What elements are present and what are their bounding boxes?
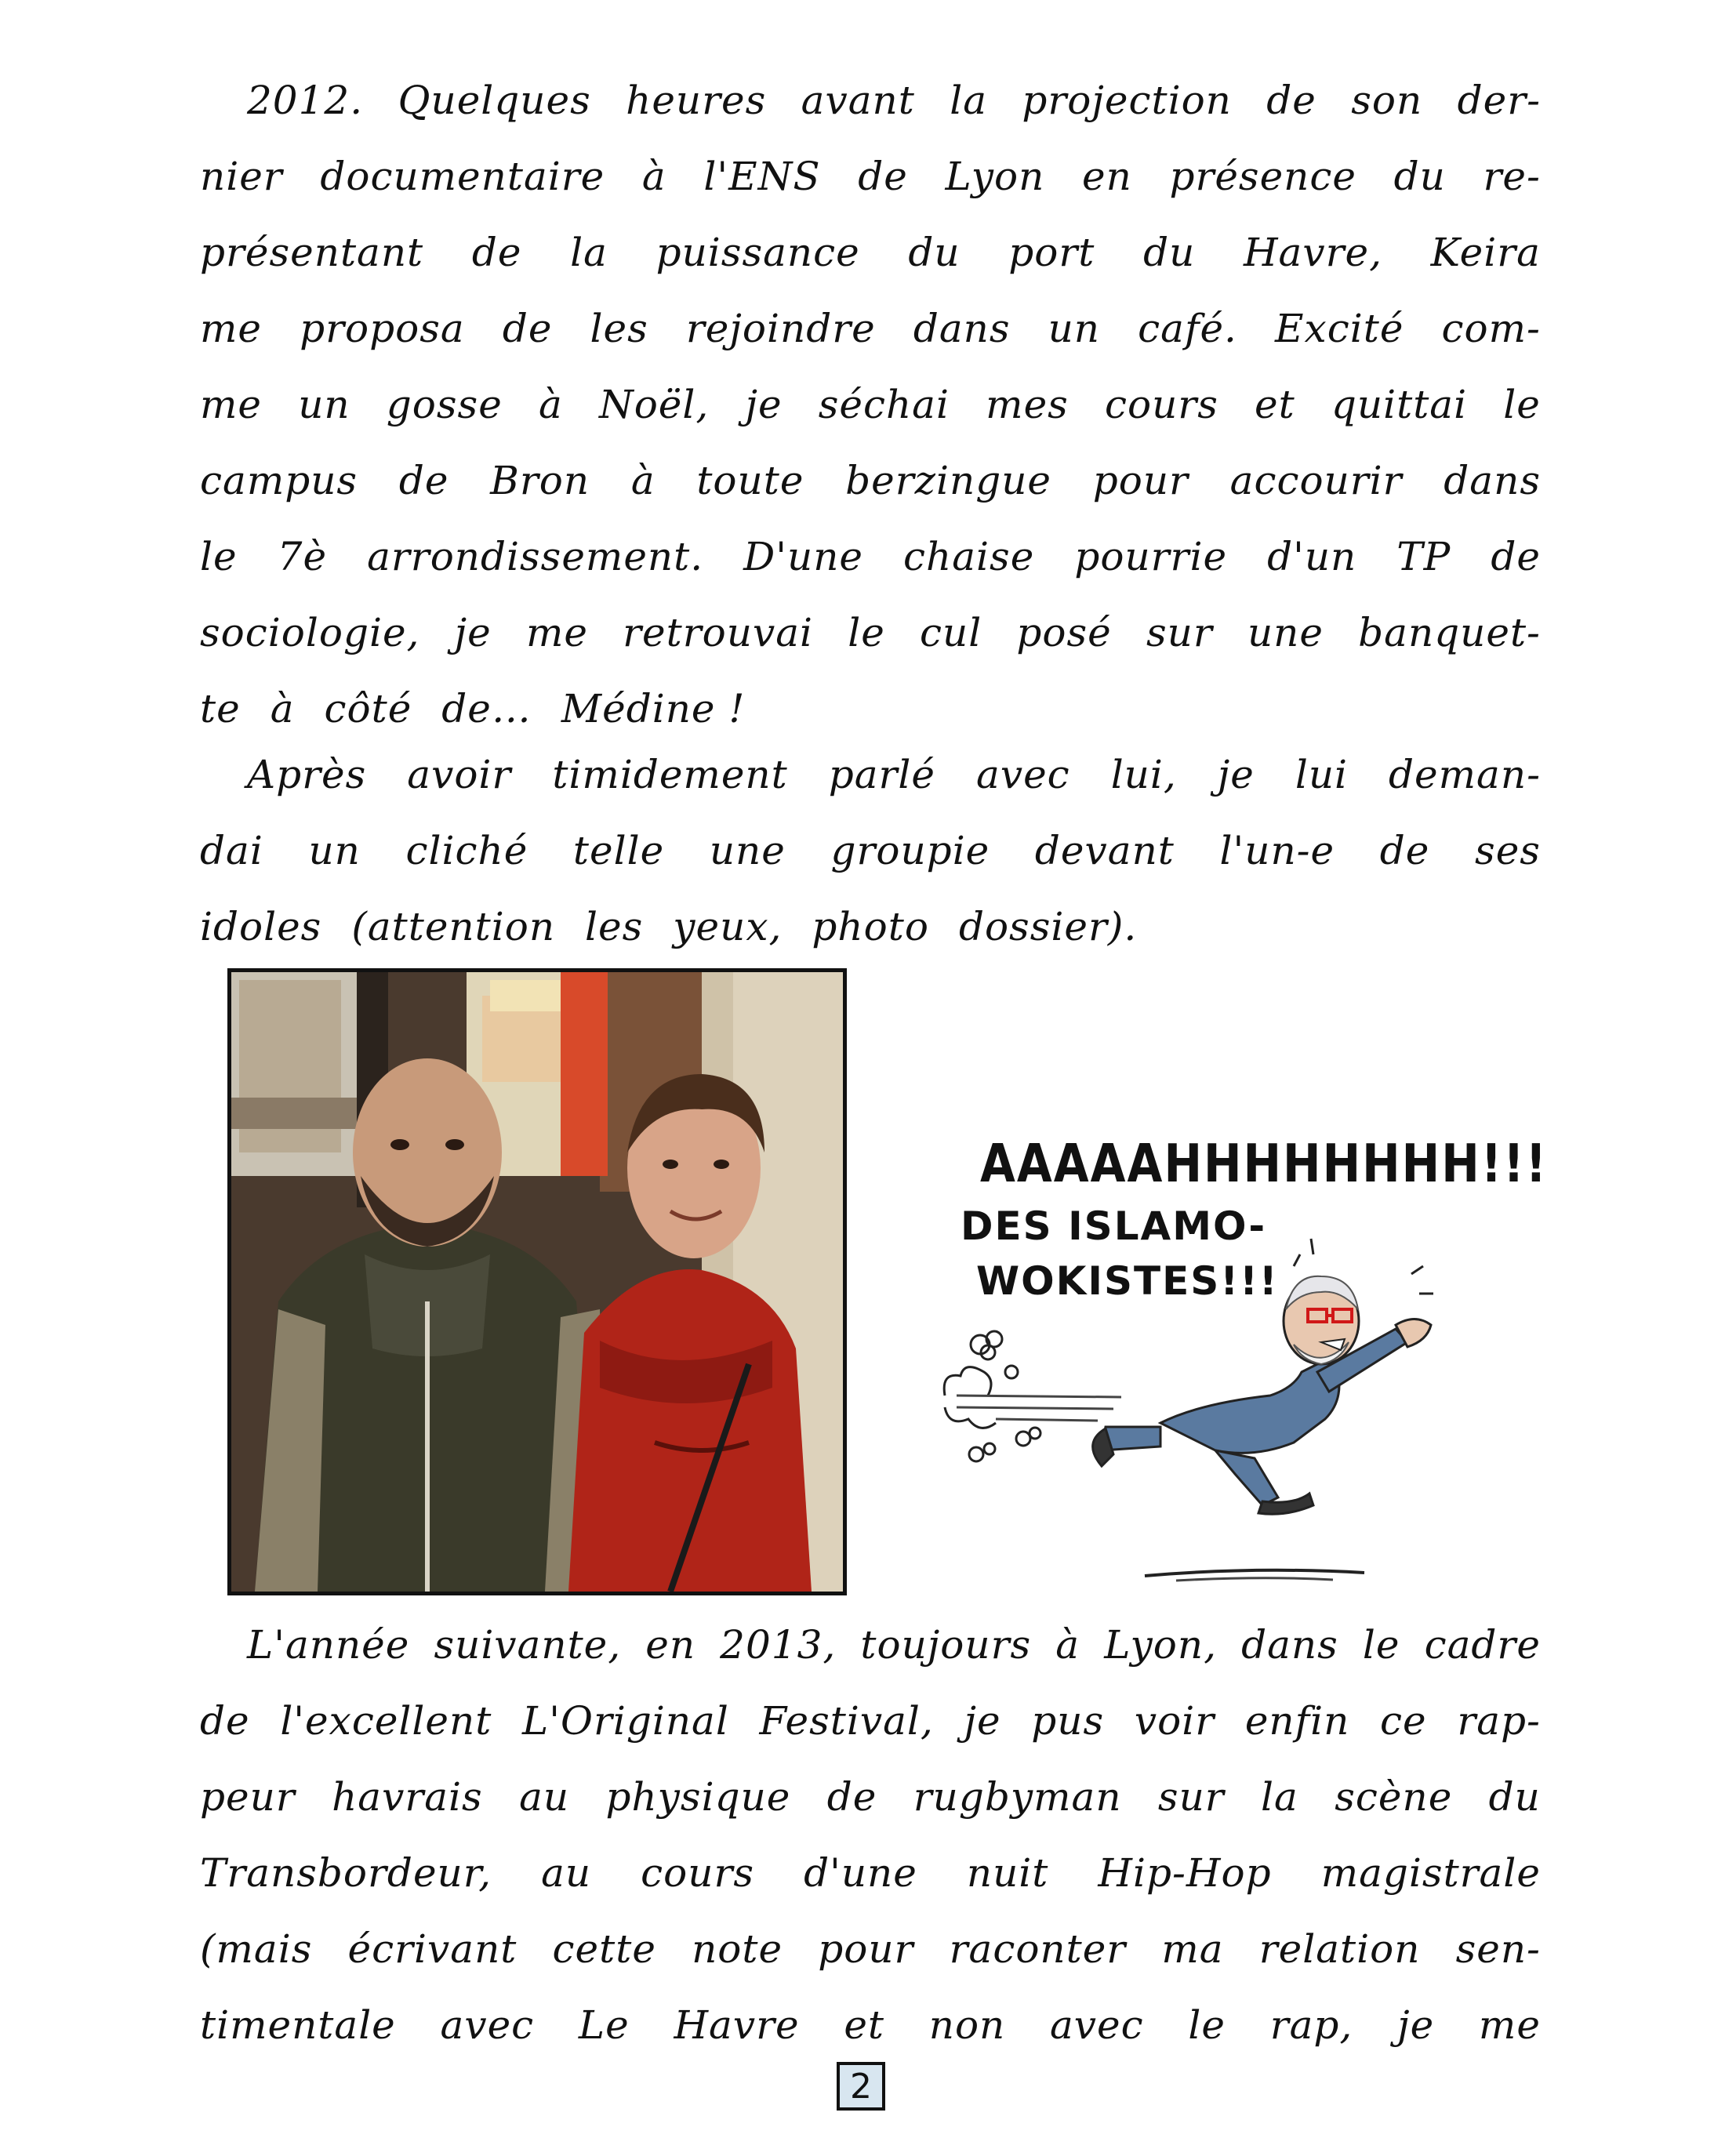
word: l'ENS [703, 154, 821, 199]
word: Médine ! [561, 686, 746, 731]
text-line [200, 873, 1541, 949]
text-line [200, 427, 1541, 503]
word: de [1491, 534, 1541, 579]
word: de [1266, 78, 1316, 123]
word: cette [552, 1926, 656, 1972]
photo [227, 968, 847, 1595]
word: me [200, 382, 263, 427]
word: heures [626, 78, 767, 123]
word: du [1488, 1774, 1541, 1820]
word: Le [578, 2002, 630, 2048]
word: un [1048, 306, 1101, 351]
word: l'excellent [280, 1698, 492, 1744]
word: pour [818, 1926, 914, 1972]
word: écrivant [347, 1926, 518, 1972]
paragraph-3 [200, 1592, 1541, 2048]
word: posé [1016, 610, 1112, 655]
word: lui [1295, 752, 1349, 797]
text-line [200, 1592, 1541, 1668]
word: gosse [386, 382, 503, 427]
word: Après [247, 752, 367, 797]
word: le [1188, 2002, 1226, 2048]
word: Excité [1275, 306, 1404, 351]
word: Quelques [398, 78, 591, 123]
word: berzingue [845, 458, 1051, 503]
word: dossier). [958, 904, 1138, 949]
word: d'un [1267, 534, 1357, 579]
word: avec [976, 752, 1070, 797]
word: parlé [828, 752, 936, 797]
word: de [200, 1698, 250, 1744]
word: je [964, 1698, 1001, 1744]
shout-text-line-2: DES ISLAMO- [961, 1203, 1267, 1249]
text-line [200, 503, 1541, 579]
word: banquet- [1358, 610, 1541, 655]
word: à [1055, 1622, 1080, 1668]
word: Transbordeur, [200, 1850, 492, 1896]
word: de [826, 1774, 877, 1820]
word: lui, [1110, 752, 1177, 797]
word: arrondissement. [367, 534, 704, 579]
word: le [1362, 1622, 1400, 1668]
text-line [200, 1896, 1541, 1972]
word: raconter [949, 1926, 1127, 1972]
shout-text-line-3: WOKISTES!!! [976, 1258, 1279, 1304]
word: mes [986, 382, 1069, 427]
word: cul [920, 610, 982, 655]
word: avant [801, 78, 915, 123]
word: 2012. [247, 78, 364, 123]
word: le [848, 610, 885, 655]
word: Havre [674, 2002, 800, 2048]
word: (attention [351, 904, 556, 949]
word: accourir [1229, 458, 1403, 503]
word: les [590, 306, 648, 351]
word: l'un-e [1219, 828, 1335, 873]
word: havrais [332, 1774, 483, 1820]
word: et [844, 2002, 885, 2048]
word: suivante, [434, 1622, 622, 1668]
word: peur [200, 1774, 296, 1820]
word: 2013, [720, 1622, 837, 1668]
word: avec [440, 2002, 535, 2048]
text-line [200, 655, 1541, 731]
word: la [1261, 1774, 1298, 1820]
word: le [1503, 382, 1541, 427]
word: physique [605, 1774, 791, 1820]
paragraph-2 [200, 721, 1541, 949]
word: dai [200, 828, 263, 873]
word: rap- [1457, 1698, 1541, 1744]
word: dans [913, 306, 1011, 351]
word: ma [1161, 1926, 1224, 1972]
word: Keira [1430, 230, 1541, 275]
word: ce [1380, 1698, 1427, 1744]
word: magistrale [1320, 1850, 1541, 1896]
word: D'une [743, 534, 863, 579]
page-number: 2 [837, 2062, 885, 2111]
word: pour [1092, 458, 1189, 503]
word: rugbyman [913, 1774, 1122, 1820]
running-man-drawing [925, 1137, 1552, 1584]
word: nuit [966, 1850, 1049, 1896]
word: timidement [552, 752, 788, 797]
text-line [200, 123, 1541, 199]
text-line [200, 351, 1541, 427]
word: telle [572, 828, 665, 873]
word: avoir [407, 752, 512, 797]
word: documentaire [320, 154, 605, 199]
word: L'Original [522, 1698, 729, 1744]
word: la [570, 230, 608, 275]
word: d'une [804, 1850, 917, 1896]
word: dans [1444, 458, 1541, 503]
cartoon-illustration [925, 1132, 1552, 1584]
word: der- [1457, 78, 1541, 123]
text-line [200, 199, 1541, 275]
word: yeux, [673, 904, 783, 949]
text-line [200, 721, 1541, 797]
word: Bron [490, 458, 590, 503]
word: Noël, [598, 382, 710, 427]
word: au [541, 1850, 592, 1896]
word: présentant [200, 230, 424, 275]
text-line [200, 579, 1541, 655]
word: sur [1157, 1774, 1225, 1820]
word: deman- [1389, 752, 1541, 797]
word: du [1393, 154, 1446, 199]
word: un [308, 828, 361, 873]
text-line [200, 47, 1541, 123]
word: je [1217, 752, 1255, 797]
word: sociologie, [200, 610, 420, 655]
word: me [200, 306, 263, 351]
word: en [645, 1622, 696, 1668]
word: rap, [1269, 2002, 1353, 2048]
word: non [928, 2002, 1006, 2048]
word: me [1478, 2002, 1541, 2048]
word: la [950, 78, 988, 123]
word: toute [696, 458, 804, 503]
word: projection [1022, 78, 1232, 123]
word: à [538, 382, 563, 427]
word: campus [200, 458, 358, 503]
word: café. [1138, 306, 1237, 351]
text-line [200, 1744, 1541, 1820]
word: Lyon [945, 154, 1045, 199]
word: côté [324, 686, 412, 731]
word: ses [1475, 828, 1541, 873]
word: TP [1396, 534, 1451, 579]
word: puissance [656, 230, 860, 275]
word: relation [1258, 1926, 1421, 1972]
word: à [641, 154, 666, 199]
text-line [200, 797, 1541, 873]
word: idoles [200, 904, 322, 949]
word: à [270, 686, 295, 731]
word: retrouvai [623, 610, 813, 655]
word: son [1351, 78, 1423, 123]
word: cliché [405, 828, 528, 873]
word: de… [441, 686, 532, 731]
word: en [1082, 154, 1132, 199]
word: une [709, 828, 786, 873]
word: je [454, 610, 492, 655]
text-line [200, 1820, 1541, 1896]
word: chaise [903, 534, 1035, 579]
word: cours [1105, 382, 1218, 427]
word: 7è [277, 534, 328, 579]
word: Festival, [759, 1698, 934, 1744]
text-line [200, 1668, 1541, 1744]
word: séchai [818, 382, 950, 427]
word: quittai [1331, 382, 1468, 427]
word: enfin [1244, 1698, 1350, 1744]
word: proposa [300, 306, 465, 351]
word: photo [812, 904, 929, 949]
word: du [1143, 230, 1196, 275]
word: avec [1050, 2002, 1144, 2048]
word: Hip-Hop [1098, 1850, 1272, 1896]
word: rejoindre [685, 306, 876, 351]
word: note [692, 1926, 783, 1972]
word: dans [1241, 1622, 1338, 1668]
word: Havre, [1243, 230, 1382, 275]
word: sen- [1455, 1926, 1541, 1972]
word: timentale [200, 2002, 396, 2048]
word: (mais [200, 1926, 313, 1972]
word: à [630, 458, 656, 503]
word: les [585, 904, 644, 949]
word: le [200, 534, 238, 579]
word: une [1247, 610, 1324, 655]
word: groupie [830, 828, 990, 873]
word: présence [1169, 154, 1356, 199]
word: nier [200, 154, 283, 199]
word: au [519, 1774, 570, 1820]
word: et [1255, 382, 1295, 427]
word: te [200, 686, 241, 731]
word: cours [641, 1850, 755, 1896]
word: de [858, 154, 908, 199]
word: com- [1441, 306, 1541, 351]
word: de [1379, 828, 1430, 873]
word: voir [1134, 1698, 1215, 1744]
word: du [908, 230, 961, 275]
word: cadre [1424, 1622, 1541, 1668]
word: pourrie [1074, 534, 1228, 579]
word: port [1008, 230, 1095, 275]
paragraph-1 [200, 47, 1541, 731]
word: sur [1146, 610, 1213, 655]
text-line [200, 1972, 1541, 2048]
shout-text-line-1: AAAAAHHHHHHHH!!! [980, 1132, 1549, 1195]
word: Lyon, [1104, 1622, 1217, 1668]
word: je [745, 382, 783, 427]
word: un [298, 382, 350, 427]
text-line [200, 275, 1541, 351]
word: re- [1483, 154, 1541, 199]
word: devant [1034, 828, 1175, 873]
word: scène [1335, 1774, 1453, 1820]
word: toujours [860, 1622, 1032, 1668]
word: me [525, 610, 588, 655]
word: de [398, 458, 449, 503]
word: de [502, 306, 553, 351]
word: je [1397, 2002, 1435, 2048]
word: L'année [247, 1622, 410, 1668]
word: pus [1031, 1698, 1105, 1744]
word: de [471, 230, 522, 275]
